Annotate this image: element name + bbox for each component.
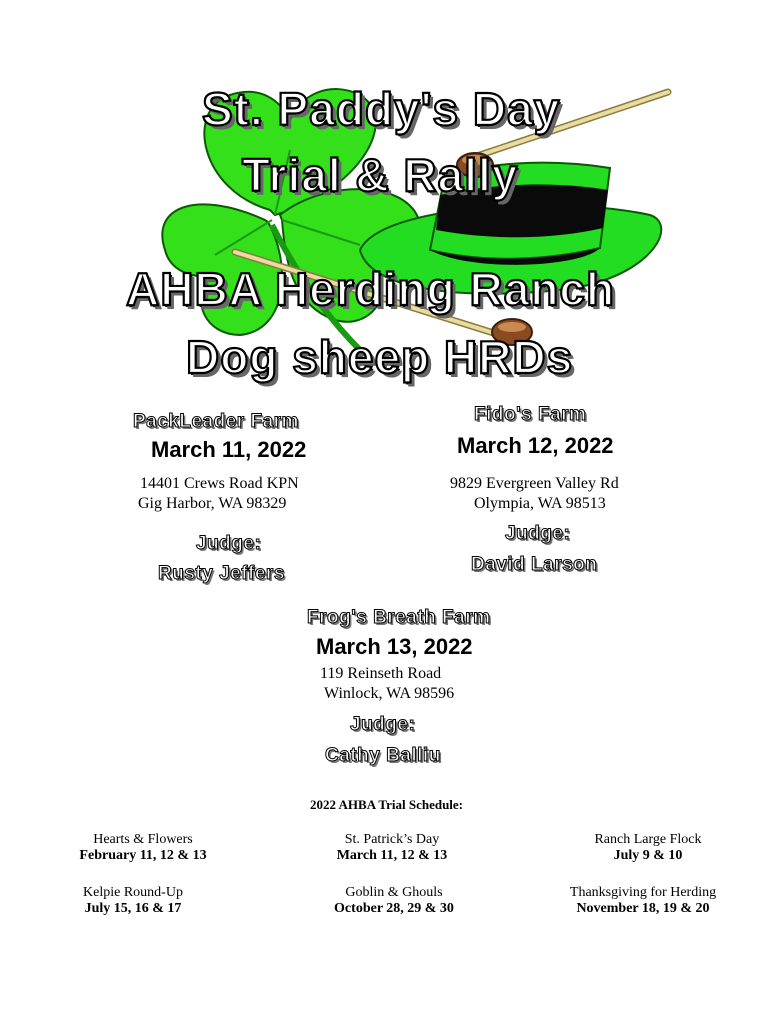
farm-name: Fido's Farm (474, 404, 587, 425)
schedule-item (543, 885, 743, 917)
event-name: Goblin & Ghouls (345, 885, 443, 900)
event-name: Thanksgiving for Herding (569, 885, 717, 900)
title-line-3: AHBA Herding Ranch (126, 263, 616, 315)
farm-name: Frog's Breath Farm (307, 607, 491, 628)
judge-name: Cathy Balliu (325, 745, 441, 766)
event-dates: July 9 & 10 (613, 848, 683, 863)
address-line-2: Gig Harbor, WA 98329 (138, 495, 287, 512)
address-line-2: Olympia, WA 98513 (474, 495, 606, 512)
schedule-item (299, 885, 489, 917)
address-line-1: 119 Reinseth Road (320, 665, 442, 682)
event-dates: November 18, 19 & 20 (576, 901, 710, 916)
trial-date: March 11, 2022 (151, 437, 307, 462)
schedule-item (38, 885, 228, 917)
event-name: St. Patrick’s Day (344, 832, 440, 847)
trial-date: March 12, 2022 (457, 433, 614, 458)
schedule-item (553, 832, 743, 864)
event-name: Kelpie Round-Up (83, 885, 183, 900)
address-line-1: 9829 Evergreen Valley Rd (450, 475, 619, 492)
event-dates: March 11, 12 & 13 (336, 848, 448, 863)
schedule-item (48, 832, 238, 864)
address-line-2: Winlock, WA 98596 (324, 685, 455, 702)
farm-name: PackLeader Farm (133, 411, 299, 432)
title-line-4: Dog sheep HRDs (186, 331, 574, 383)
trial-date: March 13, 2022 (316, 634, 473, 659)
event-dates: July 15, 16 & 17 (84, 901, 182, 916)
judge-name: Rusty Jeffers (158, 563, 285, 584)
address-line-1: 14401 Crews Road KPN (140, 475, 299, 492)
judge-label: Judge: (350, 714, 416, 735)
judge-label: Judge: (196, 533, 262, 554)
event-dates: February 11, 12 & 13 (79, 848, 207, 863)
judge-name: David Larson (471, 554, 598, 575)
judge-label: Judge: (505, 523, 571, 544)
event-dates: October 28, 29 & 30 (334, 901, 454, 916)
event-name: Hearts & Flowers (93, 832, 193, 847)
title-line-1: St. Paddy's Day (202, 83, 561, 135)
title-line-2: Trial & Rally (242, 149, 519, 201)
event-name: Ranch Large Flock (594, 832, 702, 847)
schedule-title: 2022 AHBA Trial Schedule: (310, 797, 464, 812)
schedule-item (297, 832, 487, 864)
